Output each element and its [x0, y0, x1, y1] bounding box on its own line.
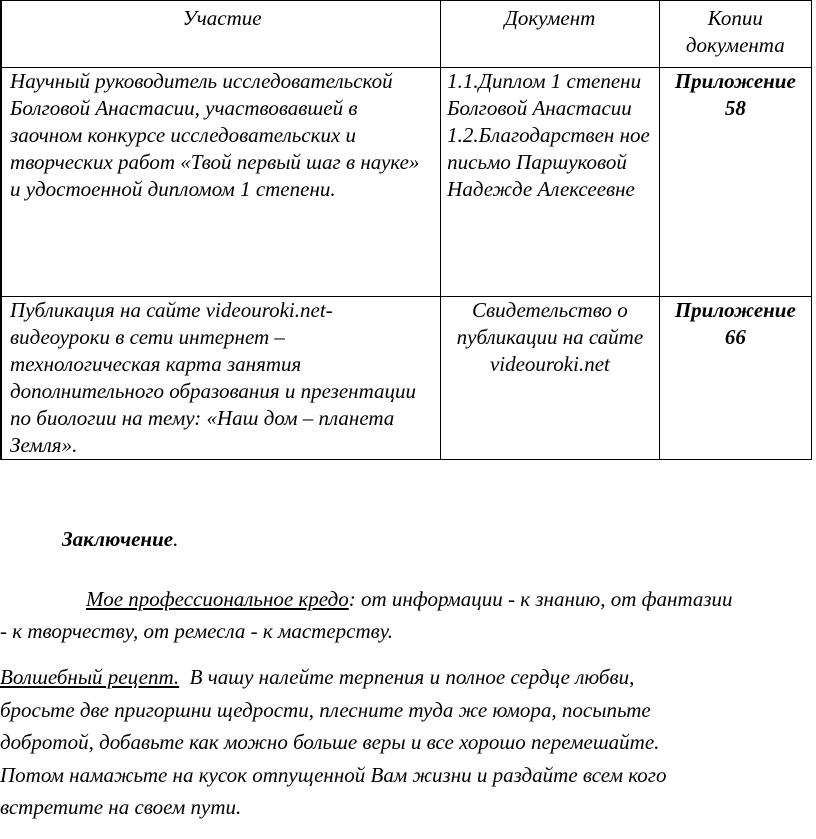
cell-participation: Публикация на сайте videouroki.net- видеоуроки в сети интернет – технологическая карта занятия дополнительного образования и презентации по биологии на тему: «Наш дом – планета Земля».	[2, 297, 441, 460]
table-row	[1, 297, 812, 460]
cell-copies: Приложение 58	[659, 68, 811, 297]
cell-participation: Научный руководитель исследовательской Болговой Анастасии, участвовавшей в заочном конкурсе исследовательских и творческих работ «Твой первый шаг в науке» и удостоенной дипломом 1 степени.	[2, 68, 441, 297]
conclusion-title-suffix: .	[173, 527, 179, 551]
recipe-line-5: встретите на своем пути.	[0, 795, 242, 819]
table-header-row	[1, 1, 812, 68]
cell-document: Свидетельство о публикации на сайте videouroki.net	[441, 297, 660, 460]
recipe-text-1: В чашу налейте терпения и полное сердце любви,	[179, 665, 635, 689]
credo-line-1	[86, 586, 816, 613]
conclusion-heading	[62, 526, 562, 553]
header-participation: Участие	[2, 1, 441, 68]
recipe-label: Волшебный рецепт.	[0, 665, 180, 689]
recipe-line-4: Потом намажьте на кусок отпущенной Вам жизни и раздайте всем кого	[0, 763, 667, 787]
recipe-line-1	[0, 664, 816, 691]
conclusion-title: Заключение	[62, 527, 174, 551]
recipe-line-3: добротой, добавьте как можно больше веры и все хорошо перемешайте.	[0, 730, 660, 754]
header-copies: Копии документа	[659, 1, 811, 68]
cell-document: 1.1.Диплом 1 степени Болговой Анастасии 1.2.Благодарствен ное письмо Паршуковой Надежде Алексеевне	[441, 68, 660, 297]
credo-label: Мое профессиональное кредо	[86, 587, 349, 611]
cell-copies: Приложение 66	[659, 297, 811, 460]
credo-text-1: : от информации - к знанию, от фантазии	[348, 587, 733, 611]
table-row	[1, 68, 812, 297]
recipe-line-2: бросьте две пригоршни щедрости, плесните туда же юмора, посыпьте	[0, 698, 651, 722]
credo-line-2: - к творчеству, от ремесла - к мастерству.	[0, 619, 394, 643]
header-document: Документ	[441, 1, 660, 68]
